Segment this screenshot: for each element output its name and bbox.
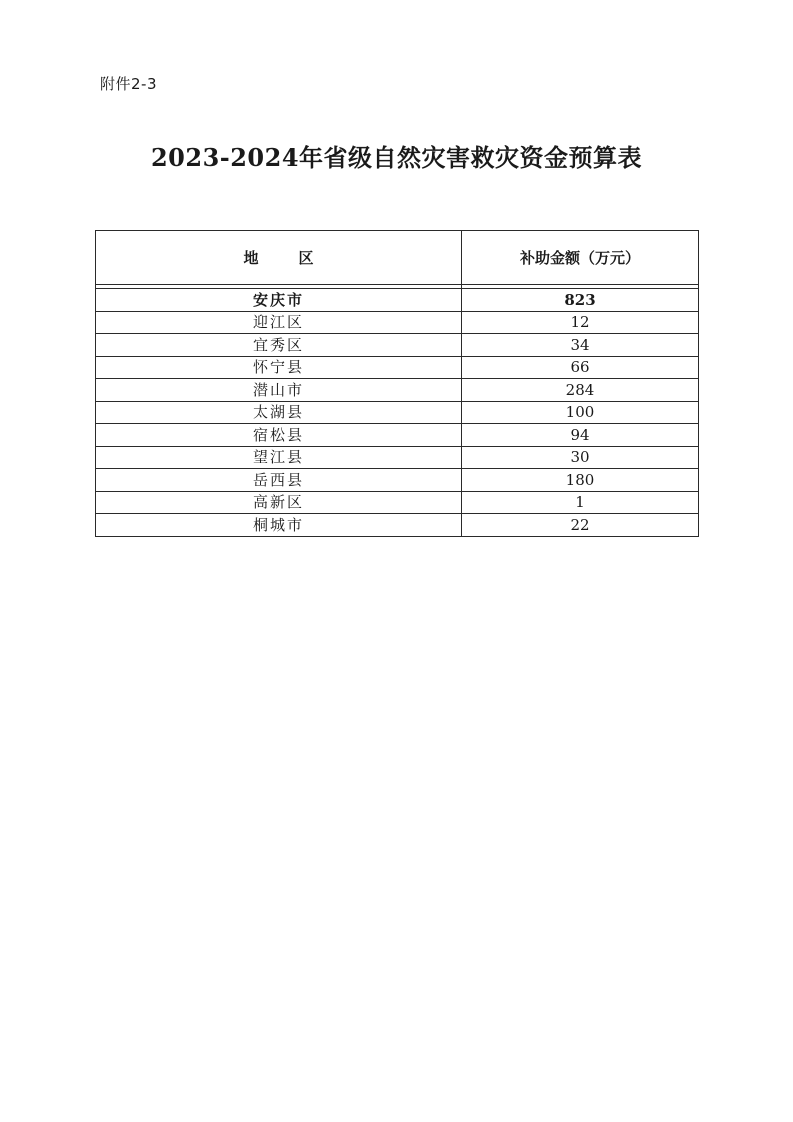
table-row (96, 491, 699, 514)
region-cell: 潜山市 (96, 379, 462, 402)
table-row (96, 401, 699, 424)
table-row (96, 334, 699, 357)
table-row-total (96, 289, 699, 312)
amount-cell: 34 (462, 334, 699, 357)
table-row (96, 514, 699, 537)
header-region: 地区 (96, 231, 462, 285)
table-row (96, 469, 699, 492)
region-cell: 高新区 (96, 491, 462, 514)
amount-cell: 823 (462, 289, 699, 312)
table-header-row (96, 231, 699, 285)
table-row (96, 424, 699, 447)
amount-cell: 100 (462, 401, 699, 424)
table-row (96, 356, 699, 379)
region-cell: 太湖县 (96, 401, 462, 424)
amount-cell: 284 (462, 379, 699, 402)
amount-cell: 1 (462, 491, 699, 514)
amount-cell: 12 (462, 311, 699, 334)
table-row (96, 311, 699, 334)
amount-cell: 94 (462, 424, 699, 447)
region-cell: 宜秀区 (96, 334, 462, 357)
region-cell: 望江县 (96, 446, 462, 469)
amount-cell: 30 (462, 446, 699, 469)
attachment-label: 附件2-3 (100, 75, 157, 93)
region-cell: 岳西县 (96, 469, 462, 492)
table-row (96, 379, 699, 402)
region-cell: 迎江区 (96, 311, 462, 334)
amount-cell: 180 (462, 469, 699, 492)
budget-table (95, 230, 699, 537)
region-cell: 怀宁县 (96, 356, 462, 379)
header-amount: 补助金额（万元） (462, 231, 699, 285)
region-cell: 安庆市 (96, 289, 462, 312)
amount-cell: 22 (462, 514, 699, 537)
table-row (96, 446, 699, 469)
amount-cell: 66 (462, 356, 699, 379)
region-cell: 宿松县 (96, 424, 462, 447)
document-title: 2023-2024年省级自然灾害救灾资金预算表 (150, 143, 643, 172)
region-cell: 桐城市 (96, 514, 462, 537)
